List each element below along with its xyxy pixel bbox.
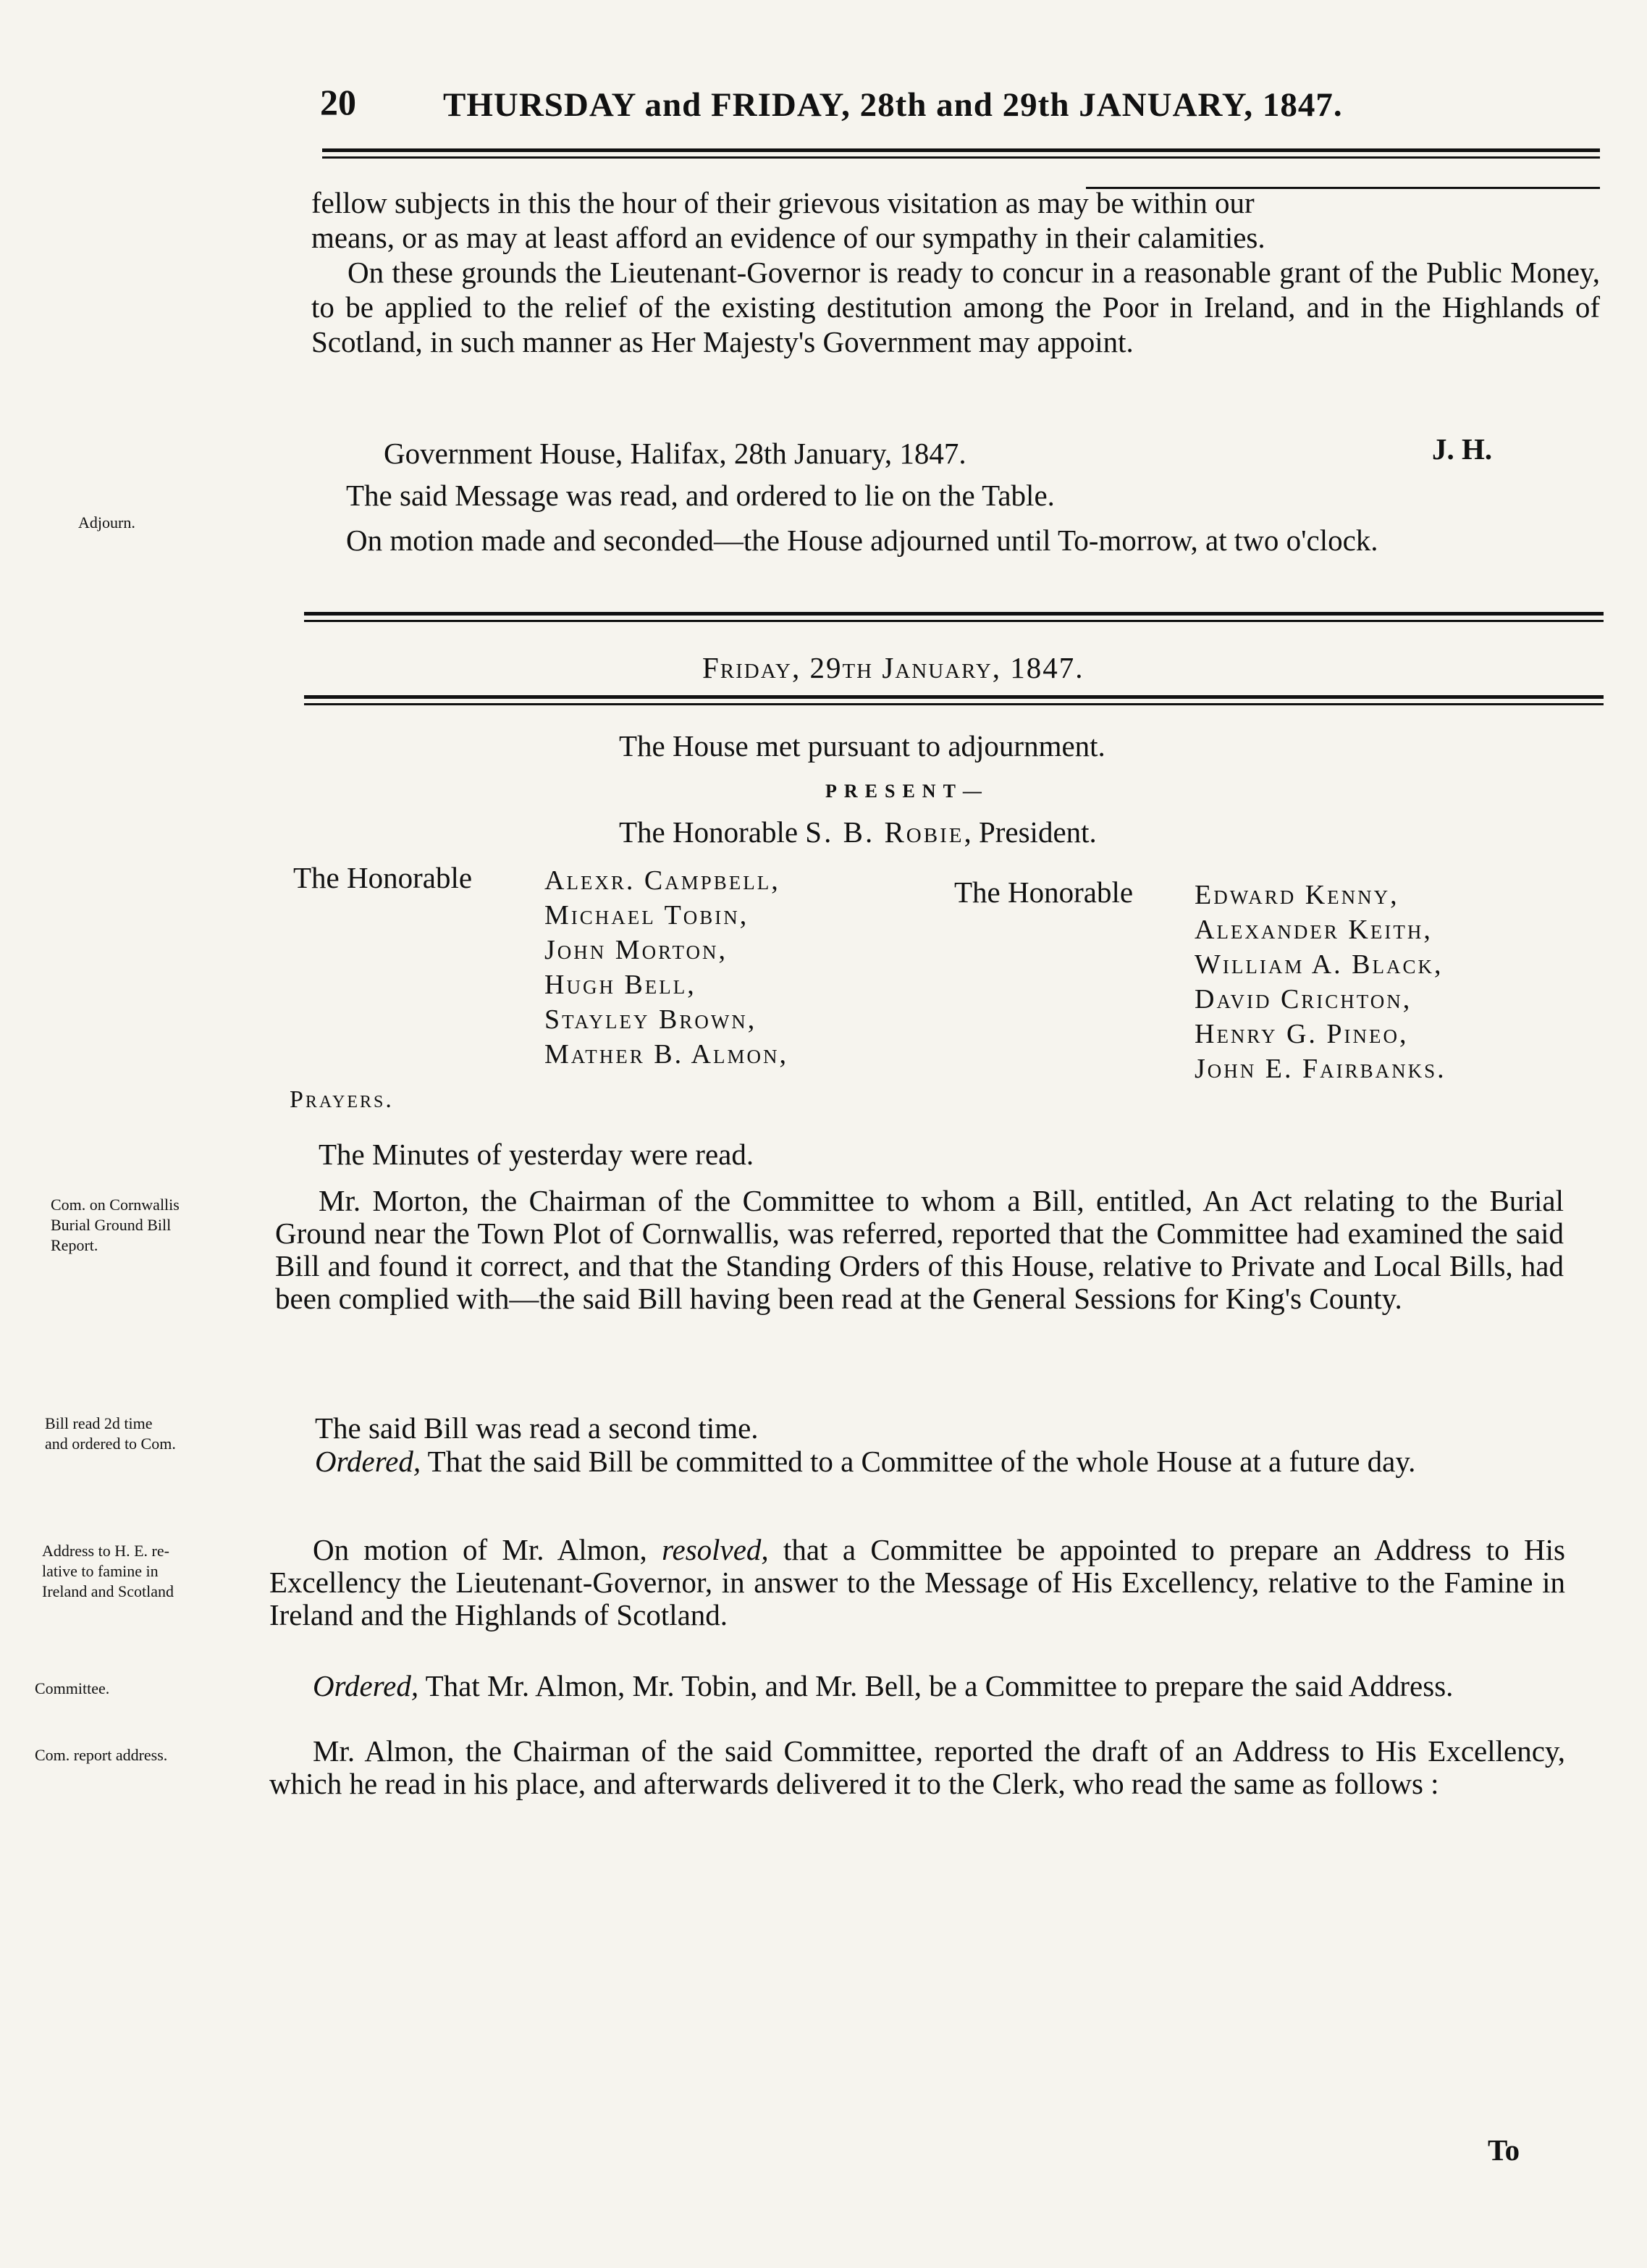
president-prefix: The Honorable [619, 815, 799, 849]
section-rule-bottom [304, 695, 1604, 705]
message-line-1: fellow subjects in this the hour of their grievous visitation as may be within our [311, 186, 1255, 219]
member-right: John E. Fairbanks. [1195, 1054, 1446, 1084]
committed-text: That the said Bill be committed to a Committee of the whole House at a future day. [421, 1445, 1416, 1478]
margin-second-reading: Bill read 2d time and ordered to Com. [45, 1414, 176, 1453]
resolved-word: resolved, [662, 1533, 769, 1566]
member-right: Henry G. Pineo, [1195, 1019, 1409, 1049]
prayers: Prayers. [290, 1086, 394, 1113]
ordered-word: Ordered, [315, 1445, 421, 1478]
member-right: David Crichton, [1195, 984, 1412, 1015]
member-left: Mather B. Almon, [544, 1039, 788, 1070]
margin-com-report: Com. report address. [35, 1746, 168, 1764]
committee-ordered-word: Ordered, [313, 1669, 419, 1702]
running-title: THURSDAY and FRIDAY, 28th and 29th JANUARY, 1847. [443, 86, 1343, 124]
message-line-2: means, or as may at least afford an evidence of our sympathy in their calamities. [311, 221, 1265, 254]
committed-order [271, 1445, 1564, 1478]
signature-initials: J. H. [1432, 432, 1493, 466]
president-name: S. B. Robie [805, 815, 964, 849]
margin-cornwallis: Com. on Cornwallis Burial Ground Bill Report. [51, 1196, 180, 1254]
margin-adjourn: Adjourn. [78, 513, 135, 532]
committee-named-text: That Mr. Almon, Mr. Tobin, and Mr. Bell, be a Committee to prepare the said Address. [418, 1669, 1454, 1702]
house-met: The House met pursuant to adjournment. [619, 729, 1105, 763]
margin-committee: Committee. [35, 1679, 110, 1697]
address-motion-a: On motion of Mr. Almon, [313, 1533, 662, 1566]
committee-named [269, 1670, 1565, 1702]
president-suffix: , President. [964, 815, 1097, 849]
page-number: 20 [320, 82, 356, 122]
header-rule [322, 148, 1600, 159]
member-right: Alexander Keith, [1195, 915, 1433, 945]
minutes-read: The Minutes of yesterday were read. [319, 1138, 754, 1171]
signature-place: Government House, Halifax, 28th January, 1847. [384, 437, 966, 470]
address-report: Mr. Almon, the Chairman of the said Committee, reported the draft of an Address to His Excellency, which he read in his place, and afterwards delivered it to the Clerk, who read the same as follows : [269, 1734, 1565, 1800]
member-left: Michael Tobin, [544, 900, 749, 931]
address-motion [269, 1534, 1565, 1631]
cornwallis-report: Mr. Morton, the Chairman of the Committee to whom a Bill, entitled, An Act relating to the Burial Ground near the Town Plot of Cornwallis, was referred, reported that the Committee had examined the said Bill and found it correct, and that the Standing Orders of this House, relative to Private and Local Bills, had been complied with—the said Bill having been read at the General Sessions for King's County. [275, 1184, 1564, 1315]
member-left: Hugh Bell, [544, 970, 696, 1000]
president-line [619, 815, 1097, 849]
second-reading: The said Bill was read a second time. [315, 1411, 759, 1445]
member-left: John Morton, [544, 935, 728, 965]
message-read: The said Message was read, and ordered to lie on the Table. [346, 479, 1055, 512]
right-prefix: The Honorable [954, 875, 1134, 909]
present-label: PRESENT— [825, 781, 989, 802]
message-continued [311, 185, 1600, 359]
section-rule-top [304, 612, 1604, 622]
member-left: Stayley Brown, [544, 1004, 757, 1035]
catchword: To [1488, 2133, 1520, 2167]
member-left: Alexr. Campbell, [544, 865, 780, 896]
friday-heading: Friday, 29th January, 1847. [702, 651, 1084, 684]
address-motion-b: that a Committee be appointed to prepare an Address to His Excellency the Lieutenant-Governor, in answer to the Message of His Excellency, relative to the Famine in Ireland and the Highlands of Scotland. [269, 1533, 1565, 1631]
member-right: Edward Kenny, [1195, 880, 1399, 910]
adjourn-text: On motion made and seconded—the House adjourned until To-morrow, at two o'clock. [346, 524, 1378, 557]
members-left [544, 863, 788, 1072]
left-prefix: The Honorable [293, 861, 473, 894]
member-right: William A. Black, [1195, 949, 1444, 980]
message-paragraph-2: On these grounds the Lieutenant-Governor is ready to concur in a reasonable grant of the Public Money, to be applied to the relief of the existing destitution among the Poor in Ireland, and in the Highlands of Scotland, in such manner as Her Majesty's Government may appoint. [311, 256, 1600, 358]
margin-address: Address to H. E. re- lative to famine in Ireland and Scotland [42, 1542, 174, 1600]
members-right [1195, 878, 1446, 1086]
